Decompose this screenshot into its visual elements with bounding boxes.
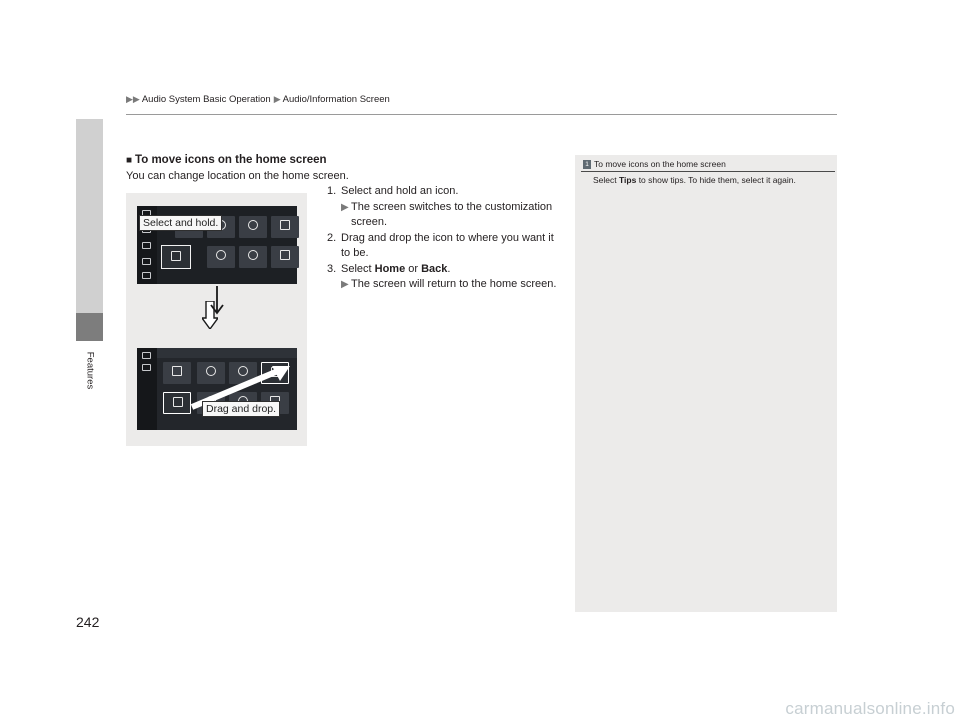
screen-sidebar (137, 348, 157, 430)
tips-label: Tips (619, 175, 637, 185)
notes-body: Select Tips to show tips. To hide them, select it again. (593, 175, 796, 185)
bullet-square-icon: ■ (126, 154, 133, 166)
section-title: ■ To move icons on the home screen (126, 154, 327, 166)
watermark[interactable]: carmanualsonline.info (785, 699, 955, 718)
app-icon (142, 272, 151, 279)
chapter-label: Features (84, 351, 95, 389)
breadcrumb-arrow-icon: ▶▶ (126, 94, 140, 104)
select-hold-callout: Select and hold. (139, 215, 222, 231)
app-tile (207, 246, 235, 268)
page-number: 242 (76, 614, 100, 630)
notes-rule (581, 171, 835, 172)
screen-header (157, 348, 297, 358)
chapter-tab (76, 119, 103, 341)
result-arrow-icon: ▶ (341, 279, 349, 290)
step-1-result: ▶ The screen switches to the customization screen. (327, 200, 562, 231)
chapter-tab-active (76, 313, 103, 341)
note-number-badge: 1 (583, 160, 591, 169)
breadcrumb-part1: Audio System Basic Operation (141, 94, 271, 105)
back-icon (142, 364, 151, 371)
selected-icon (161, 245, 191, 269)
back-label: Back (421, 262, 448, 275)
notes-title: 1 To move icons on the home screen (583, 159, 726, 169)
assistant-tile (271, 246, 299, 268)
section-intro: You can change location on the home screen. (126, 170, 349, 182)
step-1: 1. Select and hold an icon. (327, 185, 459, 197)
steps-list (327, 184, 562, 293)
step-3: 3. Select Home or Back. (327, 262, 451, 275)
breadcrumb (126, 94, 390, 105)
breadcrumb-part2: Audio/Information Screen (282, 94, 390, 105)
result-arrow-icon: ▶ (341, 201, 349, 213)
step-3-result: ▶ The screen will return to the home screen. (327, 277, 562, 293)
home-label: Home (374, 262, 406, 275)
play-store-tile (271, 216, 299, 238)
drag-drop-callout: Drag and drop. (202, 401, 280, 417)
home-icon (142, 352, 151, 359)
step-2: 2. Drag and drop the icon to where you want it to be. (327, 231, 554, 259)
notes-box (575, 155, 837, 612)
breadcrumb-arrow-icon: ▶ (273, 94, 281, 104)
transition-arrow-icon (210, 285, 224, 315)
app-icon (142, 242, 151, 249)
app-tile (239, 246, 267, 268)
fm-tile (239, 216, 267, 238)
header-rule (126, 114, 837, 115)
app-icon (142, 258, 151, 265)
screen-illustration (126, 193, 307, 446)
